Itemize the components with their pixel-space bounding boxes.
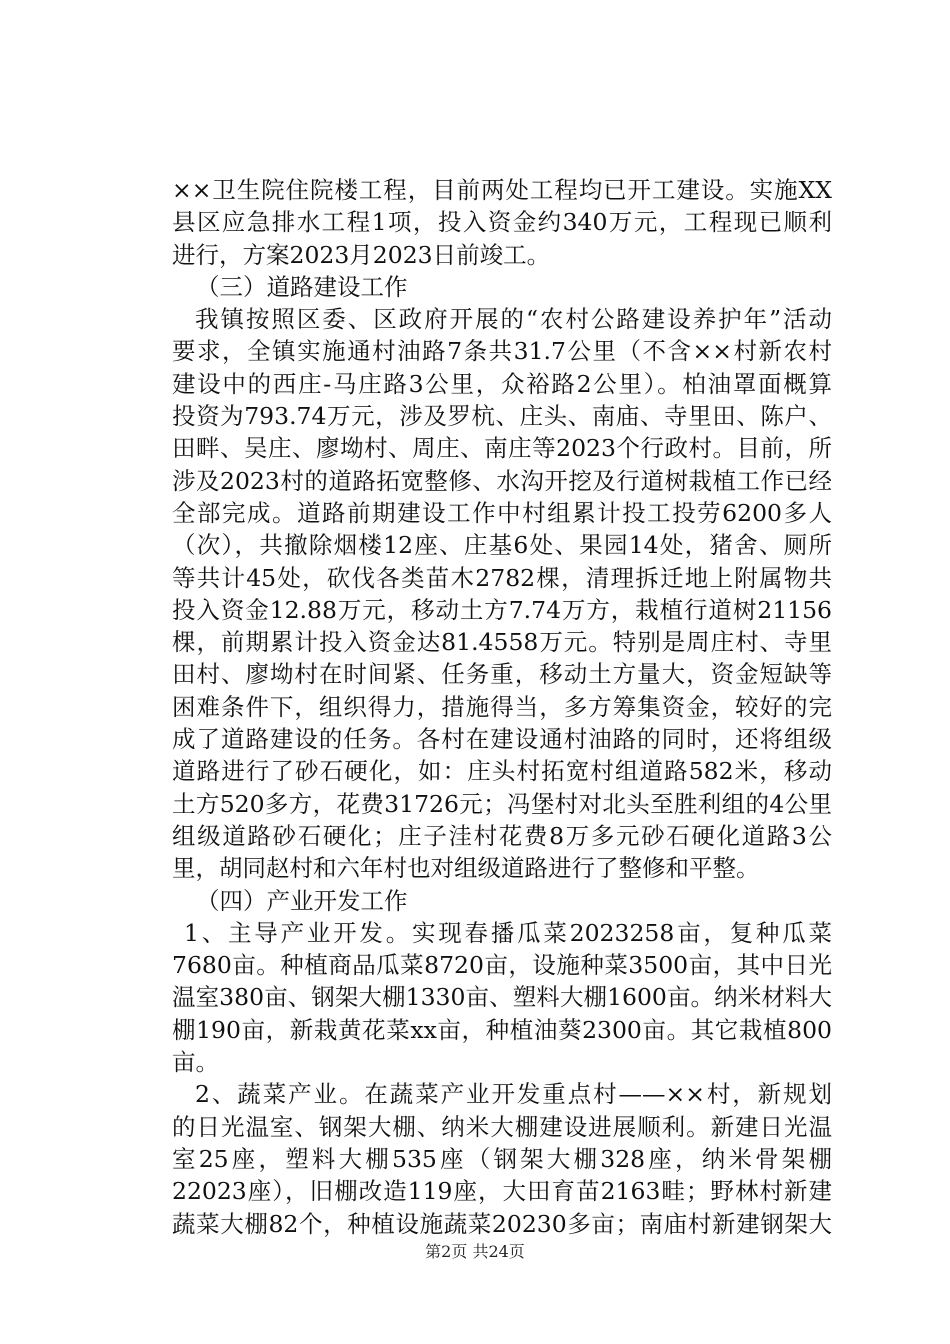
text-line: 要求，全镇实施通村油路7条共31.7公里（不含××村新农村 (172, 337, 832, 366)
text-line: 亩。 (172, 1048, 219, 1077)
text-line: 室25座，塑料大棚535座（钢架大棚328座，纳米骨架棚 (172, 1144, 832, 1173)
text-line: 的日光温室、钢架大棚、纳米大棚建设进展顺利。新建日光温 (172, 1112, 832, 1141)
text-line: 田村、廖坳村在时间紧、任务重，移动土方量大，资金短缺等 (172, 660, 832, 689)
text-line: 22023座），旧棚改造119座，大田育苗2163畦；野林村新建 (172, 1177, 832, 1206)
text-line: 县区应急排水工程1项，投入资金约340万元，工程现已顺利 (172, 208, 832, 237)
text-line: 2、蔬菜产业。在蔬菜产业开发重点村——××村，新规划 (195, 1080, 832, 1109)
text-line: 里，胡同赵村和六年村也对组级道路进行了整修和平整。 (172, 854, 760, 883)
text-line: 投入资金12.88万元，移动土方7.74万方，栽植行道树21156 (172, 595, 832, 624)
text-line: 困难条件下，组织得力，措施得当，多方筹集资金，较好的完 (172, 692, 832, 721)
text-line: 7680亩。种植商品瓜菜8720亩，设施种菜3500亩，其中日光 (172, 951, 832, 980)
body-text (172, 174, 832, 1240)
text-line: 温室380亩、钢架大棚1330亩、塑料大棚1600亩。纳米材料大 (172, 983, 832, 1012)
text-line: 道路进行了砂石硬化，如：庄头村拓宽村组道路582米，移动 (172, 757, 832, 786)
text-line: 组级道路砂石硬化；庄子洼村花费8万多元砂石硬化道路3公 (172, 821, 832, 850)
text-line: （次），共撤除烟楼12座、庄基6处、果园14处，猪舍、厕所 (172, 531, 832, 560)
text-line: 全部完成。道路前期建设工作中村组累计投工投劳6200多人 (172, 498, 832, 527)
text-line: 棚190亩，新栽黄花菜xx亩，种植油葵2300亩。其它栽植800 (172, 1015, 832, 1044)
text-line: 我镇按照区委、区政府开展的“农村公路建设养护年”活动 (195, 305, 832, 334)
text-line: 田畔、吴庄、廖坳村、周庄、南庄等2023个行政村。目前，所 (172, 434, 832, 463)
text-line: 投资为793.74万元，涉及罗杭、庄头、南庙、寺里田、陈户、 (172, 402, 832, 431)
section-heading: （四）产业开发工作 (196, 886, 408, 915)
page-footer: 第2页 共24页 (425, 1242, 525, 1261)
text-line: 1、主导产业开发。实现春播瓜菜2023258亩，复种瓜菜 (184, 918, 832, 947)
text-line: 建设中的西庄-马庄路3公里，众裕路2公里）。柏油罩面概算 (172, 369, 832, 398)
text-line: 棵，前期累计投入资金达81.4558万元。特别是周庄村、寺里 (172, 628, 832, 657)
text-line: 蔬菜大棚82个，种植设施蔬菜20230多亩；南庙村新建钢架大 (172, 1209, 832, 1238)
text-line: 成了道路建设的任务。各村在建设通村油路的同时，还将组级 (172, 725, 832, 754)
text-line: 等共计45处，砍伐各类苗木2782棵，清理拆迁地上附属物共 (172, 563, 832, 592)
text-line: ××卫生院住院楼工程，目前两处工程均已开工建设。实施XX (172, 176, 832, 204)
text-line: 进行，方案2023月2023日前竣工。 (172, 240, 551, 269)
text-line: 涉及2023村的道路拓宽整修、水沟开挖及行道树栽植工作已经 (172, 466, 832, 495)
section-heading: （三）道路建设工作 (196, 272, 408, 301)
text-line: 土方520多方，花费31726元；冯堡村对北头至胜利组的4公里 (172, 789, 832, 818)
